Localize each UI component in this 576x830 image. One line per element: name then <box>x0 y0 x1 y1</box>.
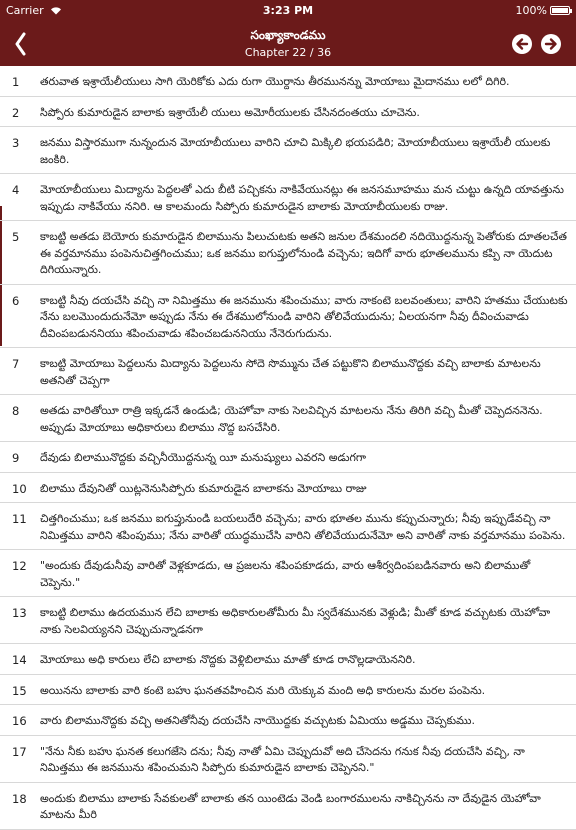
verse-number: 10 <box>12 481 27 496</box>
verse-row[interactable] <box>0 442 576 473</box>
verse-number: 17 <box>12 744 27 759</box>
verse-text: మోయాబు అధి కారులు లేచి బాలాకు నొద్దకు వెళ్లిబిలాము మాతో కూడ రానొల్లడాయెననిరి. <box>40 653 416 666</box>
verse-text: "నేను నీకు బహు ఘనత కలుగజేసె దను; నీవు నాతో ఏమి చెప్పుదువో అది చేసెదను గనుక నీవు దయచేసి వచ్చి, నా నిమిత్తము ఈ జనమును శపించుమని సిప్పోరు కుమారుడైన బాలాకు చెప్పెనని." <box>40 744 525 774</box>
verse-row[interactable] <box>0 705 576 736</box>
verse-number: 12 <box>12 559 27 573</box>
verse-number: 7 <box>12 357 20 371</box>
verse-row[interactable] <box>0 783 576 830</box>
status-time: 3:23 PM <box>262 4 314 17</box>
battery-indicator <box>516 4 570 17</box>
verse-number: 13 <box>12 606 27 620</box>
verse-number: 8 <box>12 404 20 418</box>
verse-text: వారు బిలామునొద్దకు వచ్చి అతనితోనీవు దయచేసి నాయొద్దకు వచ్చుటకు ఏమియు అడ్డము చెప్పకుము. <box>40 714 475 727</box>
verse-text: మోయాబీయులు మిద్యాను పెద్దలతో ఎదు బీటి పచ్చికను నాకివేయునట్లు ఈ జనసమూహము మన చుట్టు ఉన్నది యావత్తును ఇప్పుడు నాకివేయు ననిరి. ఆ కాలమందు సిప్పోరు కుమారుడైన బాలాకు మోయాబీయులకు రాజు. <box>40 183 564 213</box>
verse-number: 11 <box>12 512 27 526</box>
verse-text: అతడు వారితోయీ రాత్రి ఇక్కడనే ఉండుడి; యెహోవా నాకు సెలవిచ్చిన మాటలను నేను తిరిగి వచ్చి మీతో చెప్పెదననెను. అప్పుడు మోయాబు అధికారులు బిలాము నొద్ద బసచేసిరి. <box>40 404 543 434</box>
verse-number: 2 <box>12 105 20 120</box>
verse-text: అందుకు బిలాము బాలాకు సేవకులతో బాలాకు తన యింటెడు వెండి బంగారములను నాకిచ్చినను నా దేవుడైన యెహోవా మాటను మీరి <box>40 791 541 821</box>
verse-row[interactable] <box>0 644 576 675</box>
navigation-bar <box>0 22 576 66</box>
verse-text: దేవుడు బిలామునొద్దకు వచ్చినీయొద్దనున్న యీ మనుష్యులు ఎవరని అడుగగా <box>40 451 367 464</box>
verse-number: 4 <box>12 183 20 197</box>
carrier-text: Carrier <box>6 4 44 17</box>
verse-text: చిత్తగించుము; ఒక జనము ఐగుప్తునుండి బయలుదేరి వచ్చెను; వారు భూతల మును కప్పుచున్నారు; నీవు ఇప్పుడేవచ్చి నా నిమిత్తము వారిని శపింపుము; నేను వారితో యుద్ధముచేసి వారిని తోలివేయుదునేమో అని వారితో నాకు వర్తమానము పంపెను. <box>40 512 566 542</box>
battery-percent: 100% <box>515 4 547 17</box>
verse-number: 9 <box>12 451 20 465</box>
verse-row[interactable] <box>0 285 576 349</box>
status-bar <box>0 0 576 22</box>
verse-row[interactable] <box>0 675 576 706</box>
verse-text: తరువాత ఇశ్రాయేలీయులు సాగి యెరికోకు ఎదు రుగా యొర్దాను తీరమునన్ను మోయాబు మైదానము లలో దిగిరి. <box>40 75 510 88</box>
verse-number: 3 <box>12 136 20 150</box>
verse-row[interactable] <box>0 597 576 644</box>
verse-list <box>0 66 576 830</box>
verse-row[interactable] <box>0 127 576 174</box>
verse-text: "అందుకు దేవుడునీవు వారితో వెళ్లకూడదు, ఆ ప్రజలను శపింపకూడదు, వారు ఆశీర్వదింపబడినవారు అని బిలాముతో చెప్పెను." <box>40 559 531 589</box>
verse-text: అయినను బాలాకు వారి కంటె బహు ఘనతవహించిన మరి యెక్కువ మంది అధి కారులను మరల పంపెను. <box>40 683 486 697</box>
verse-row[interactable] <box>0 736 576 783</box>
verse-text: కాబట్టి నీవు దయచేసి వచ్చి నా నిమిత్తము ఈ జనమును శపించుము; వారు నాకంటె బలవంతులు; వారిని హతము చేయుటకు నేను బలమొందుదునేమో అప్పుడు నేను ఈ దేశములోనుండి వారిని తోలివేయుదును; ఏలయనగా నీవు దీవించువాడు దీవింపబడుననియు శపించువాడు శపించబడుననియు నేనెరుగుదును. <box>40 293 568 340</box>
verse-row[interactable] <box>0 395 576 442</box>
arrow-left-icon <box>515 37 529 51</box>
verse-row[interactable] <box>0 550 576 597</box>
verse-text: కాబట్టి బిలాము ఉదయమున లేచి బాలాకు అధికారులతోమీరు మీ స్వదేశమునకు వెళ్లుడి; మీతో కూడ వచ్చుటకు యెహోవా నాకు సెలవియ్యనని చెప్పుచున్నాడనగా <box>40 606 551 636</box>
verse-text: కాబట్టి మోయాబు పెద్దలును మిద్యాను పెద్దలును సోదె సొమ్మును చేత పట్టుకొని బిలామునొద్దకు వచ్చి బాలాకు మాటలను అతనితో చెప్పగా <box>40 357 541 387</box>
chapter-indicator: Chapter 22 / 36 <box>244 46 332 59</box>
verse-number: 14 <box>12 653 27 667</box>
verse-row[interactable] <box>0 66 576 97</box>
arrow-right-icon <box>544 37 558 51</box>
verse-row[interactable] <box>0 348 576 395</box>
next-chapter-button[interactable] <box>541 34 561 54</box>
verse-number: 16 <box>12 714 27 728</box>
verse-number: 15 <box>12 683 27 698</box>
verse-number: 5 <box>12 230 20 244</box>
verse-row[interactable] <box>0 97 576 128</box>
verse-text: సిప్పోరు కుమారుడైన బాలాకు ఇశ్రాయేలీ యులు అమోరీయులకు చేసినదంతయు చూచెను. <box>40 105 420 119</box>
verse-row[interactable] <box>0 503 576 550</box>
verse-row[interactable] <box>0 174 576 221</box>
verse-row[interactable] <box>0 221 576 285</box>
battery-icon <box>550 6 570 15</box>
verse-row[interactable] <box>0 473 576 504</box>
book-title: సంఖ్యాకాండము <box>250 28 326 42</box>
verse-number: 1 <box>12 75 20 89</box>
verse-text: బిలాము దేవునితో యిట్లనెనుసిప్పోరు కుమారుడైన బాలాకను మోయాబు రాజు <box>40 481 367 495</box>
verse-text: కాబట్టి అతడు బెయోరు కుమారుడైన బిలామును పిలుచుటకు అతని జనుల దేశమందలి నదియొద్దనున్న పెతోరుకు దూతలచేత ఈ వర్తమానము పంపెనుచిత్తగించుము; ఒక జనము ఐగుప్తులోనుండి వచ్చెను; ఇదిగో వారు భూతలమును కప్పి నా యెదుట దిగియున్నారు. <box>40 230 567 276</box>
previous-chapter-button[interactable] <box>512 34 532 54</box>
verse-number: 6 <box>12 293 20 308</box>
verse-number: 18 <box>12 791 27 806</box>
verse-text: జనము విస్తారముగా నున్నందున మోయాబీయులు వారిని చూచి మిక్కిలి భయపడిరి; మోయాబీయులు ఇశ్రాయేలీ యులకు జంకిరి. <box>40 136 551 166</box>
